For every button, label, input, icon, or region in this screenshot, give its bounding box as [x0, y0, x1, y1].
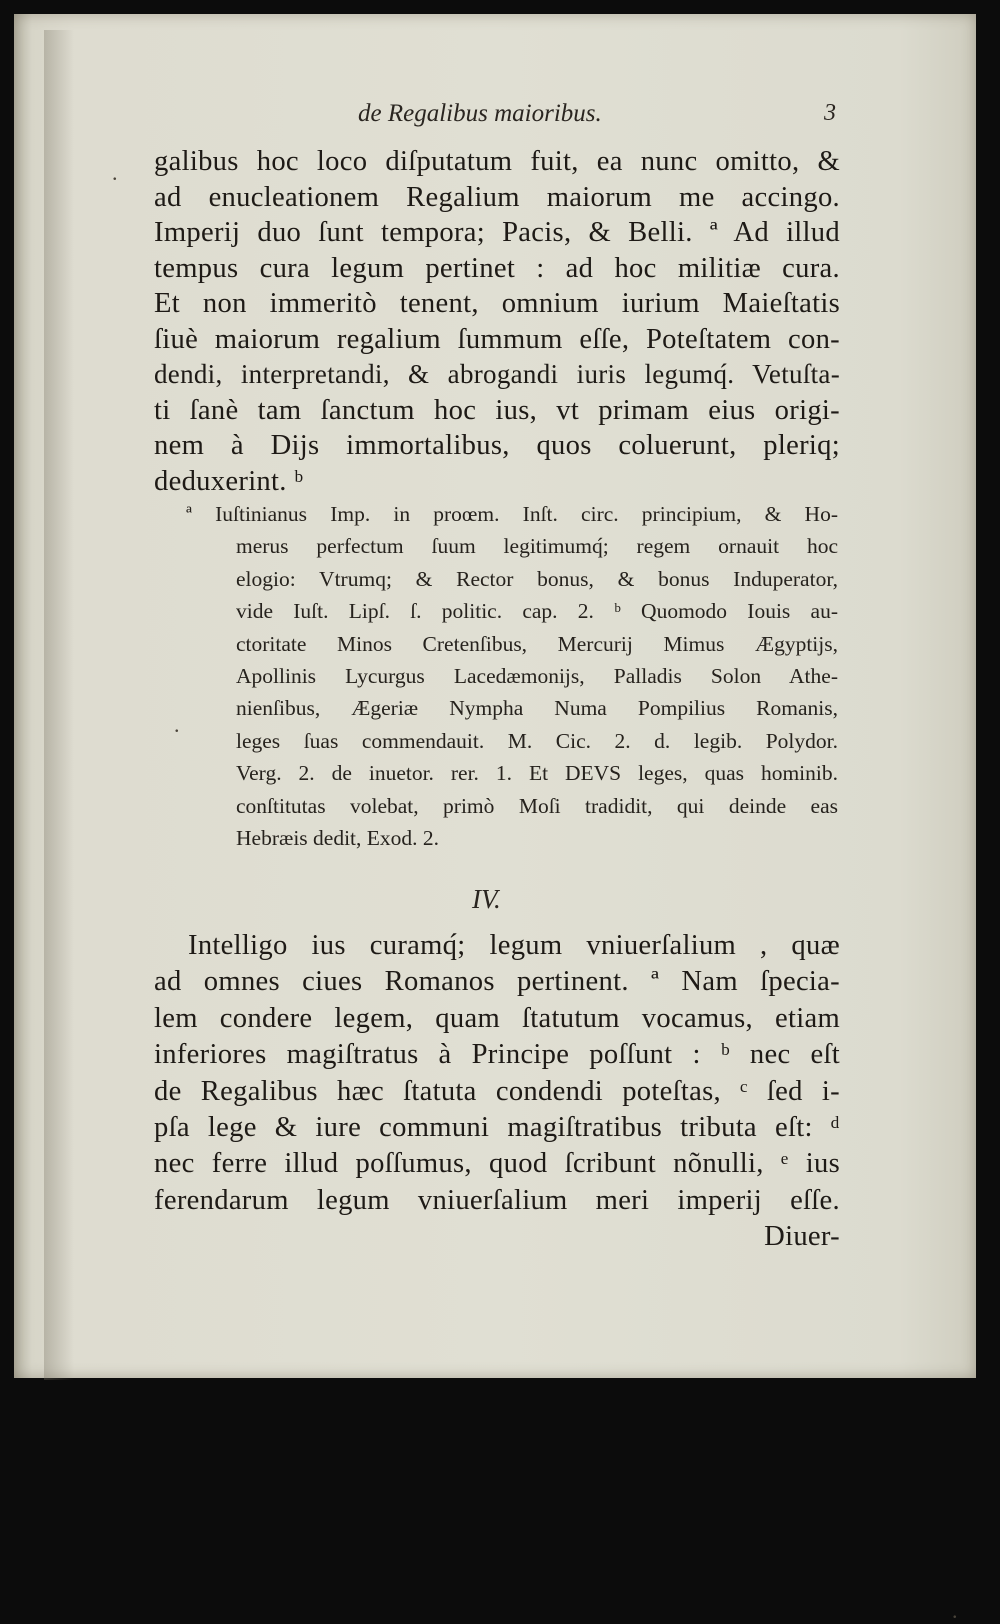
footnote-line: Apollinis Lycurgus Lacedæmonijs, Palladis Solon Athe- — [236, 664, 838, 689]
text-line: tempus cura legum pertinet : ad hoc militiæ cura. — [154, 252, 840, 284]
footnote-line: leges ſuas commendauit. M. Cic. 2. d. legib. Polydor. — [236, 728, 838, 753]
text-line: inferiores magiſtratus à Principe poſſunt : ᵇ nec eſt — [154, 1039, 840, 1071]
footnotes — [186, 498, 838, 854]
text-line: galibus hoc loco diſputatum fuit, ea nunc omitto, & — [154, 146, 840, 177]
text-line: dendi, interpretandi, & abrogandi iuris legumq́. Vetuſta- — [154, 359, 840, 389]
text-line: Et non immeritò tenent, omnium iurium Maieſtatis — [154, 288, 840, 319]
footnote-line: vide Iuſt. Lipſ. ſ. politic. cap. 2. ᵇ Quomodo Iouis au- — [236, 599, 838, 624]
text-line: ad omnes ciues Romanos pertinent. ª Nam ſpecia- — [154, 966, 840, 998]
footnote-line: ª Iuſtinianus Imp. in proœm. Inſt. circ. principium, & Ho- — [186, 502, 838, 526]
footnote-line: nienſibus, Ægeriæ Nympha Numa Pompilius Romanis, — [236, 696, 838, 721]
page-gutter-shadow — [44, 30, 74, 1380]
page-number: 3 — [824, 100, 836, 126]
ink-speck: . — [112, 160, 118, 185]
text-line: nec ferre illud poſſumus, quod ſcribunt nõnulli, ᵉ ius — [154, 1148, 840, 1180]
text-line: Intelligo ius curamq́; legum vniuerſalium , quæ — [188, 930, 840, 961]
text-line: ti ſanè tam ſanctum hoc ius, vt primam eius origi- — [154, 394, 840, 426]
footnote-line: merus perfectum ſuum legitimumq́; regem ornauit hoc — [236, 534, 838, 559]
footnote-line: Hebræis dedit, Exod. 2. — [236, 826, 440, 851]
catchword: Diuer- — [764, 1221, 840, 1253]
text-line: nem à Dijs immortalibus, quos coluerunt, pleriq; — [154, 430, 840, 461]
text-line: pſa lege & iure communi magiſtratibus tributa eſt: ᵈ — [154, 1112, 840, 1144]
text-line: lem condere legem, quam ſtatutum vocamus, etiam — [154, 1002, 840, 1034]
text-line: deduxerint. ᵇ — [154, 465, 304, 497]
text-line: ferendarum legum vniuerſalium meri imperij eſſe. — [154, 1184, 840, 1216]
footnote-line: ctoritate Minos Cretenſibus, Mercurij Mimus Ægyptijs, — [236, 631, 838, 656]
ink-speck: . — [952, 1598, 958, 1623]
footnote-line: elogio: Vtrumq; & Rector bonus, & bonus Induperator, — [236, 566, 838, 591]
page-header — [144, 100, 834, 134]
ink-speck: . — [174, 712, 180, 737]
paragraph-section-iv — [154, 928, 840, 1256]
paragraph-main — [154, 144, 840, 499]
text-line: de Regalibus hæc ſtatuta condendi poteſtas, ᶜ ſed i- — [154, 1075, 840, 1107]
footnote-line: conſtitutas volebat, primò Moſi tradidit, qui deinde eas — [236, 793, 838, 818]
footnote-line: Verg. 2. de inuetor. rer. 1. Et DEVS leges, quas hominib. — [236, 761, 838, 786]
book-page — [14, 14, 976, 1623]
running-head: de Regalibus maioribus. — [358, 100, 602, 127]
text-line: ſiuè maiorum regalium ſummum eſſe, Poteſtatem con- — [154, 323, 840, 355]
text-line: ad enucleationem Regalium maiorum me accingo. — [154, 181, 840, 213]
text-line: Imperij duo ſunt tempora; Pacis, & Belli. ª Ad illud — [154, 217, 840, 248]
section-heading: IV. — [472, 884, 501, 914]
